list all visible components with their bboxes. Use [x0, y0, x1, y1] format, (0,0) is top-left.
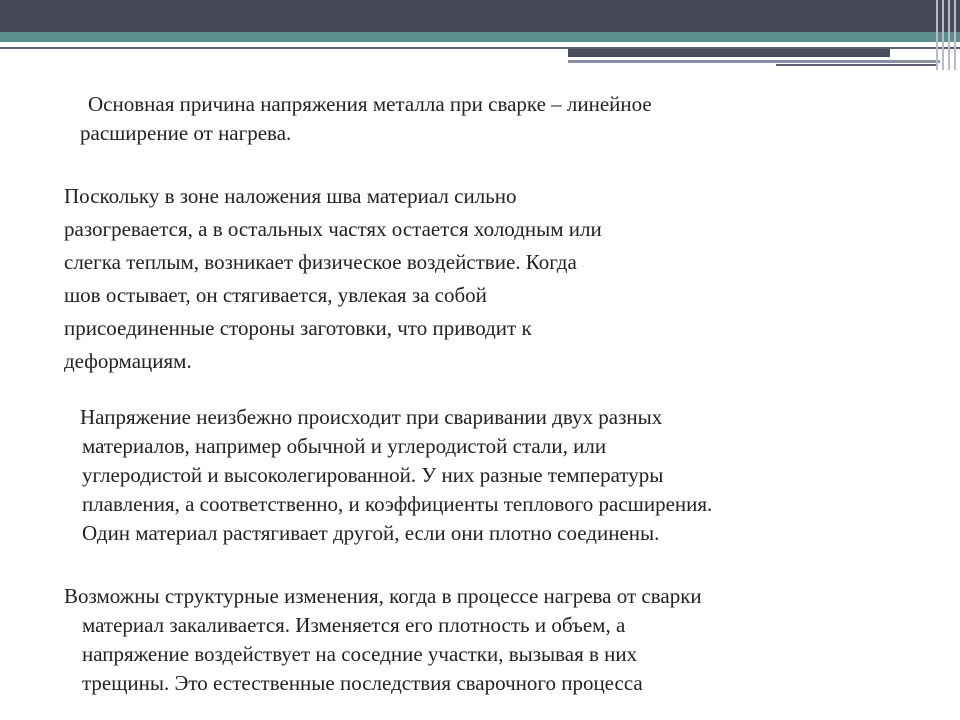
text-line: Поскольку в зоне наложения шва материал сильно	[64, 184, 517, 208]
text-line: материал закаливается. Изменяется его плотность и объем, а	[82, 613, 626, 637]
text-line: присоединенные стороны заготовки, что приводит к	[64, 316, 532, 340]
text-line: Напряжение неизбежно происходит при сваривании двух разных	[80, 405, 663, 429]
text-line: Один материал растягивает другой, если они плотно соединены.	[82, 521, 660, 545]
text-line: слегка теплым, возникает физическое воздействие. Когда	[64, 250, 577, 274]
text-line: разогревается, а в остальных частях остается холодным или	[64, 217, 602, 241]
text-line: Основная причина напряжения металла при сварке – линейное	[88, 92, 652, 116]
text-line: углеродистой и высоколегированной. У них разные температуры	[82, 463, 664, 487]
text-line: напряжение воздействует на соседние участки, вызывая в них	[82, 642, 638, 666]
text-line: расширение от нагрева.	[80, 121, 292, 145]
text-line: шов остывает, он стягивается, увлекая за собой	[64, 283, 487, 307]
text-line: материалов, например обычной и углеродистой стали, или	[82, 434, 607, 458]
text-line: трещины. Это естественные последствия сварочного процесса	[82, 671, 643, 695]
paragraph-main-cause	[80, 90, 652, 148]
text-line: Возможны структурные изменения, когда в процессе нагрева от сварки	[64, 584, 702, 608]
text-line: деформациям.	[64, 349, 192, 373]
paragraph-heating-zone	[64, 180, 602, 378]
paragraph-dissimilar-materials	[80, 403, 712, 548]
text-line: плавления, а соответственно, и коэффициенты теплового расширения.	[82, 492, 713, 516]
paragraph-structural-changes	[64, 582, 702, 698]
